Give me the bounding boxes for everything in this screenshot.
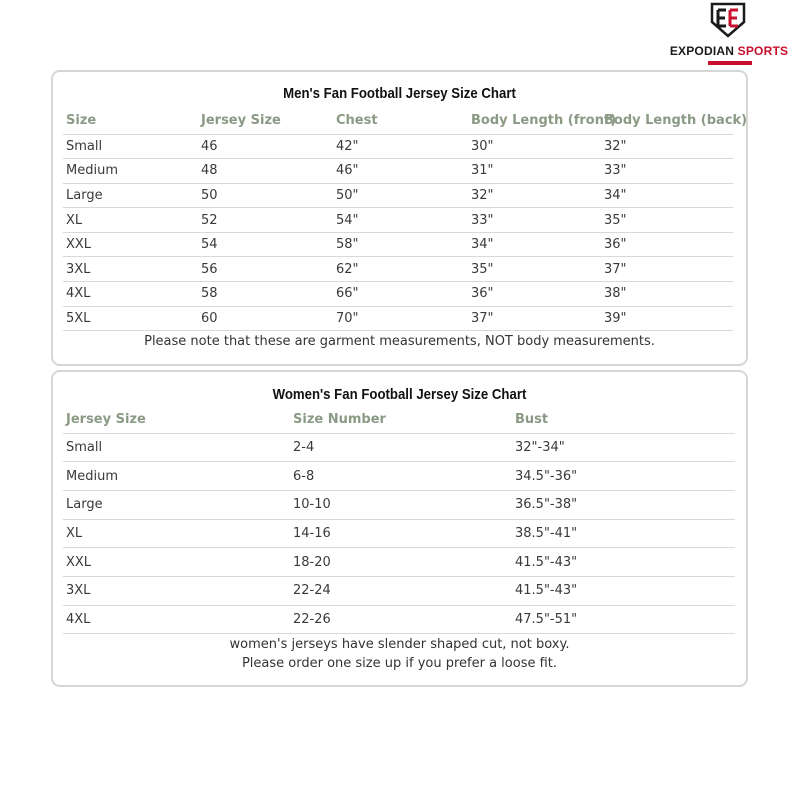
- table-cell: XL: [66, 212, 83, 228]
- table-cell: Medium: [66, 163, 118, 179]
- mens-header-jersey-size: Jersey Size: [201, 113, 281, 129]
- table-cell: Large: [66, 187, 103, 203]
- table-row: [63, 159, 733, 184]
- table-row: [63, 183, 733, 208]
- table-row: [63, 462, 735, 491]
- mens-table-header-row: [63, 108, 733, 134]
- table-cell: 54": [336, 212, 359, 228]
- table-cell: 36": [471, 286, 494, 302]
- table-cell: 10-10: [293, 497, 331, 513]
- table-cell: 54: [201, 237, 218, 253]
- brand-name-accent: SPORTS: [737, 44, 789, 58]
- table-cell: 42": [336, 138, 359, 154]
- table-cell: 38": [604, 286, 627, 302]
- table-cell: 39": [604, 310, 627, 326]
- table-cell: 66": [336, 286, 359, 302]
- table-row: [63, 257, 733, 282]
- mens-chart-title: Men's Fan Football Jersey Size Chart: [283, 85, 516, 102]
- table-cell: 31": [471, 163, 494, 179]
- brand-underline-mark: [708, 61, 752, 65]
- table-cell: 22-24: [293, 583, 331, 599]
- table-cell: 3XL: [66, 583, 91, 599]
- table-row: [63, 605, 735, 634]
- table-cell: Small: [66, 138, 103, 154]
- table-row: [63, 433, 735, 462]
- table-cell: 70": [336, 310, 359, 326]
- table-cell: 2-4: [293, 439, 315, 455]
- table-cell: 5XL: [66, 310, 91, 326]
- table-cell: Large: [66, 497, 103, 513]
- table-cell: 52: [201, 212, 218, 228]
- table-cell: 18-20: [293, 554, 331, 570]
- womens-chart-title: Women's Fan Football Jersey Size Chart: [272, 386, 527, 403]
- table-cell: 32"-34": [515, 439, 565, 455]
- table-cell: 35": [471, 261, 494, 277]
- table-cell: 46: [201, 138, 218, 154]
- mens-header-chest: Chest: [336, 113, 378, 129]
- womens-header-bust: Bust: [515, 411, 549, 427]
- table-row: [63, 490, 735, 519]
- table-cell: 34": [471, 237, 494, 253]
- table-cell: 58: [201, 286, 218, 302]
- brand-name-main: EXPODIAN: [669, 44, 735, 58]
- womens-table-header-row: [63, 406, 735, 433]
- table-row: [63, 576, 735, 605]
- brand-shield-icon: [708, 2, 748, 38]
- womens-size-table: [63, 406, 735, 634]
- womens-size-chart-panel: [51, 370, 748, 687]
- table-cell: 37": [604, 261, 627, 277]
- mens-size-table: [63, 108, 748, 331]
- brand-name: [668, 44, 790, 58]
- womens-header-size-number: Size Number: [293, 411, 386, 427]
- table-cell: 4XL: [66, 611, 91, 627]
- table-cell: XL: [66, 525, 83, 541]
- table-row: [63, 208, 733, 233]
- table-cell: 6-8: [293, 468, 315, 484]
- table-cell: 3XL: [66, 261, 91, 277]
- table-cell: 62": [336, 261, 359, 277]
- table-cell: 35": [604, 212, 627, 228]
- table-cell: 50: [201, 187, 218, 203]
- table-cell: 33": [471, 212, 494, 228]
- table-cell: 46": [336, 163, 359, 179]
- table-cell: 36.5"-38": [515, 497, 578, 513]
- womens-header-jersey-size: Jersey Size: [66, 411, 146, 427]
- table-cell: XXL: [66, 554, 92, 570]
- table-cell: 33": [604, 163, 627, 179]
- table-cell: 30": [471, 138, 494, 154]
- table-cell: Medium: [66, 468, 118, 484]
- table-cell: 41.5"-43": [515, 583, 578, 599]
- table-cell: 56: [201, 261, 218, 277]
- table-cell: 22-26: [293, 611, 331, 627]
- table-cell: 38.5"-41": [515, 525, 578, 541]
- table-cell: 48: [201, 163, 218, 179]
- mens-header-size: Size: [66, 113, 97, 129]
- mens-header-body-length-front: Body Length (front): [471, 113, 617, 129]
- mens-chart-note: Please note that these are garment measurements, NOT body measurements.: [144, 334, 655, 349]
- mens-size-chart-panel: [51, 70, 748, 366]
- table-row: [63, 232, 733, 257]
- table-row: [63, 134, 733, 159]
- table-row: [63, 519, 735, 548]
- table-row: [63, 548, 735, 577]
- mens-header-body-length-back: Body Length (back): [604, 113, 748, 129]
- table-cell: 58": [336, 237, 359, 253]
- table-cell: 14-16: [293, 525, 331, 541]
- table-cell: 47.5"-51": [515, 611, 578, 627]
- table-cell: 32": [471, 187, 494, 203]
- table-row: [63, 282, 733, 307]
- table-cell: 37": [471, 310, 494, 326]
- table-cell: 50": [336, 187, 359, 203]
- table-cell: XXL: [66, 237, 92, 253]
- womens-chart-note-fit: Please order one size up if you prefer a loose fit.: [241, 656, 558, 671]
- brand-logo: [668, 0, 790, 70]
- table-cell: 36": [604, 237, 627, 253]
- table-cell: 34": [604, 187, 627, 203]
- table-cell: Small: [66, 439, 103, 455]
- table-row: [63, 306, 733, 331]
- table-cell: 41.5"-43": [515, 554, 578, 570]
- table-cell: 34.5"-36": [515, 468, 578, 484]
- table-cell: 60: [201, 310, 218, 326]
- table-cell: 4XL: [66, 286, 91, 302]
- womens-chart-note-cut: women's jerseys have slender shaped cut, not boxy.: [229, 637, 570, 652]
- table-cell: 32": [604, 138, 627, 154]
